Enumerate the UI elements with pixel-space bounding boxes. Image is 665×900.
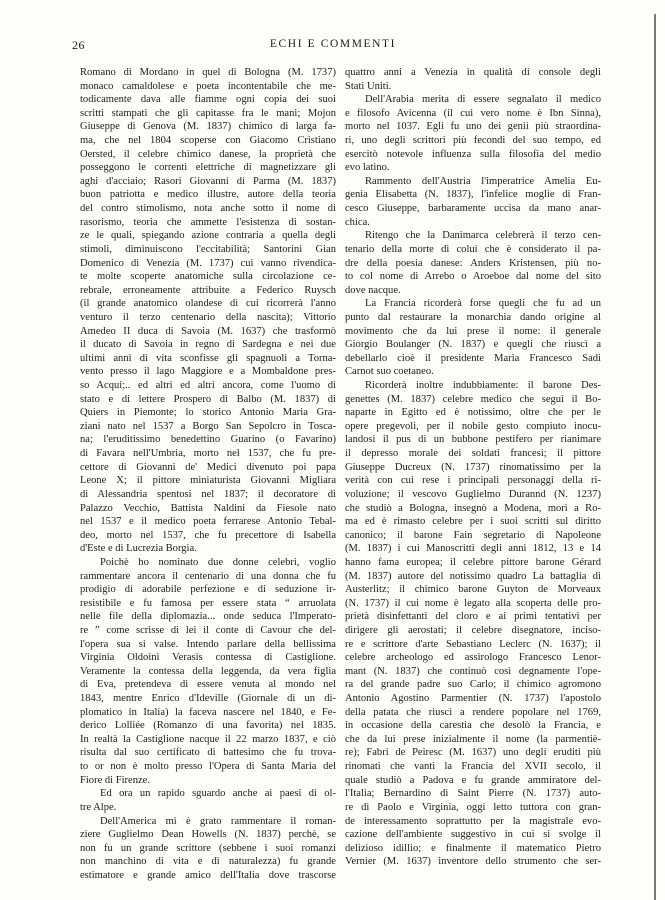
text-line: di Eva, pretendeva di essere venuta al mondo nel <box>80 679 336 691</box>
text-line: Leone X; il pittore miniaturista Giovanni Migliara <box>80 475 336 487</box>
running-head <box>0 38 665 54</box>
text-line: della patata che riuscì a rendere popolare nel 1769, <box>345 706 601 718</box>
text-line: stato e di lettere Prospero di Balbo (M. 1837) di <box>80 393 336 405</box>
text-line: il depresso morale dei soldati francesi; il pittore <box>345 448 601 460</box>
text-line: dove nacque. <box>345 284 401 296</box>
text-line: cesco Giuseppe, barbaramente uccisa da mano anar- <box>345 203 601 215</box>
right-column <box>345 66 601 883</box>
text-line: del contro stimolismo, nota anche sotto il nome di <box>80 203 336 215</box>
text-line: stimoli, diminuiscono l'eccitabilità; Santorini Gian <box>80 243 336 255</box>
text-line: Veramente la contessa della leggenda, da vera figlia <box>80 665 336 677</box>
text-line: deo, morto nel 1537, che fu precettore di Isabella <box>80 529 336 541</box>
text-line: rasorismo, teoria che ammette l'esistenza di sostan- <box>80 216 336 228</box>
page-number: 26 <box>72 38 85 52</box>
running-title: ECHI E COMMENTI <box>269 38 397 50</box>
text-line: tre Alpe. <box>80 801 117 813</box>
text-line: hanno fama europea; il celebre pittore barone Gérard <box>345 556 601 568</box>
text-line: Virginia Oldoini Verasis contessa di Castiglione. <box>80 652 336 664</box>
text-line: ze le quali, spiegando azione contraria a quella degli <box>80 230 336 242</box>
text-line: prodigio di adorabile perfezione e di seduzione ir- <box>80 584 336 596</box>
text-line: (M. 1837) i cui Manoscritti degli anni 1812, 13 e 14 <box>345 543 601 555</box>
text-line: re ” come scrisse di lei il conte di Cavour che del- <box>80 624 336 636</box>
text-line: non manchino di vita e di naturalezza) fu grande <box>80 856 336 868</box>
text-line: Ricorderà inoltre indubbiamente: il barone Des- <box>365 380 601 392</box>
text-line: delizioso idillio; e finalmente il matematico Pietro <box>345 842 601 854</box>
page-edge-shadow <box>654 14 656 900</box>
text-line: ra del grande padre suo Carlo; il chimico agromono <box>345 679 601 691</box>
text-line: resistibile e fu famosa per essere stata “ arruolata <box>80 597 336 609</box>
text-line: La Francia ricorderà forse quegli che fu ad un <box>365 298 601 310</box>
text-line: Giuseppe di Genova (M. 1837) chimico di larga fa- <box>80 121 336 133</box>
text-line: evo latino. <box>345 162 390 174</box>
text-line: na; l'eruditissimo benedettino Guarino (o Favarino) <box>80 434 336 446</box>
text-line: Giuseppe Ducreux (N. 1737) rinomatissimo per la <box>345 461 601 473</box>
text-line <box>345 869 601 883</box>
text-line: aghi d'acciaio; Rasori Giovanni di Parma (M. 1837) <box>80 175 336 187</box>
text-line: derico Lolliée (Romanzo di una favorita) nel 1835. <box>80 720 336 732</box>
text-line: plomatico in Italia) la faceva nascere nel 1840, e Fe- <box>80 706 336 718</box>
text-line: verità con cui rese i principali personaggi della ri- <box>345 475 601 487</box>
text-line: buon patriotta e medico illustre, autore della teoria <box>80 189 336 201</box>
text-line: in occasione della carestia che desolò la Francia, e <box>345 720 601 732</box>
text-line: quale studiò a Padova e fu grande ammiratore del- <box>345 774 601 786</box>
text-line: Ed ora un rapido sguardo anche ai paesi di ol- <box>100 788 336 800</box>
text-line: todicamente dava alle fiamme ogni copia dei suoi <box>80 94 336 106</box>
text-line: ri, uno degli scrittori più fecondi del suo tempo, ed <box>345 135 601 147</box>
text-line: ma ed è rimasto celebre per i suoi scritti sul diritto <box>345 516 601 528</box>
text-line: dirigere gli aerostati; il celebre disegnatore, inciso- <box>345 624 601 636</box>
text-line: Quiers in Piemonte; lo storico Antonio Maria Gra- <box>80 407 336 419</box>
text-line: Carnot suo coetaneo. <box>345 366 434 378</box>
text-line: rebrale, erroneamente attribuite a Federico Ruysch <box>80 284 336 296</box>
text-line: punto dal restaurare la monarchia dando origine al <box>345 311 601 323</box>
text-line: prietà disinfettanti del cloro e ai primi tentativi per <box>345 611 601 623</box>
text-line: d'Este e di Lucrezia Borgia. <box>80 543 197 555</box>
text-line: Fiore di Firenze. <box>80 774 151 786</box>
text-line: ziani nato nel 1537 a Borgo San Sepolcro in Tosca- <box>80 420 336 432</box>
text-line: canonico; il barone Fain segretario di Napoleone <box>345 529 601 541</box>
text-line: estimatore e grande amico dell'Italia dove trascorse <box>80 869 336 881</box>
text-line: Dell'Arabia merita di essere segnalato il medico <box>365 94 601 106</box>
text-line: scritti stampati che gli capitasse fra le mani; Mojon <box>80 107 336 119</box>
text-line: Stati Uniti. <box>345 80 392 92</box>
text-line: Oersted, il celebre chimico danese, la proprietà che <box>80 148 336 160</box>
text-line: debellarlo cioè il presidente Maria Francesco Sadi <box>345 352 601 364</box>
text-line: celebre archeologo ed assirologo Francesco Lenor- <box>345 652 601 664</box>
text-line: il ducato di Savoia in regno di Sardegna e nei due <box>80 339 336 351</box>
text-line: l'opera sua si valse. Intendo parlare della bellissima <box>80 638 336 650</box>
text-line: 1843, mentre Enrico d'Ideville (Giornale di un di- <box>80 693 336 705</box>
text-line: vento presso il lago Maggiore e a Mombaldone pres- <box>80 366 336 378</box>
text-line: ultimi anni di vita sconfisse gli spagnuoli a Torna- <box>80 352 336 364</box>
text-line: ma, che nel 1804 scoperse con Giacomo Cristiano <box>80 135 336 147</box>
text-line: to col nome di Arrebo o Aroeboe dal nome del sito <box>345 271 601 283</box>
text-line: chica. <box>345 216 370 228</box>
text-line: quattro anni a Venezia in qualità di console degli <box>345 67 601 78</box>
text-line: cazione dell'ambiente suggestivo in cui si svolge il <box>345 829 601 841</box>
text-line: nelle file della diplomazia... onde seduca l'Imperato- <box>80 611 336 623</box>
text-line: l'Italia; Bernardino di Saint Pierre (N. 1737) auto- <box>345 788 601 800</box>
text-line: e filosofo Avicenna (il cui vero nome è Ibn Sinna), <box>345 107 601 119</box>
text-line: Austerlitz; il chimico barone Guyton de Morveaux <box>345 584 601 596</box>
left-column <box>80 66 336 883</box>
text-line: opere pregevoli, per il nobile gesto compiuto inocu- <box>345 420 601 432</box>
text-line: so Acqui;.. ed altri ed altri ancora, come l'uomo di <box>80 380 336 392</box>
text-line: Ritengo che la Danimarca celebrerà il terzo cen- <box>365 230 601 242</box>
text-line: mant (N. 1837) che continuò così degnamente l'ope- <box>345 665 601 677</box>
text-line: re); Fabri de Peiresc (M. 1637) uno degli eruditi più <box>345 747 601 759</box>
text-line: Poichè ho nominato due donne celebri, voglio <box>100 556 336 568</box>
text-line: (M. 1837) autore del notissimo quadro La battaglia di <box>345 570 601 582</box>
text-line: posseggono le correnti elettriche di magnetizzare gli <box>80 162 336 174</box>
text-line: venturo il terzo centenario della nascita); Vittorio <box>80 311 336 323</box>
text-line: Romano di Mordano in quel di Bologna (M. 1737) <box>80 67 336 78</box>
text-line: Palazzo Vecchio, Battista Naldini da Fiesole nato <box>80 502 336 514</box>
text-line: rammentare ancora il centenario di una donna che fu <box>80 570 336 582</box>
text-line: re di Paolo e Virginia, oggi letto tuttora con gran- <box>345 801 601 813</box>
text-line: che da lui prese inizialmente il nome (la parmentiè- <box>345 733 601 745</box>
text-line: monaco camaldolese e poeta incontentabile che me- <box>80 80 336 92</box>
text-line: naparte in Egitto ed è notissimo, oltre che per le <box>345 407 601 419</box>
text-line: nel 1537 e il medico poeta ferrarese Antonio Tebal- <box>80 516 336 528</box>
text-line: di Favara nell'Umbria, morto nel 1537, che fu pre- <box>80 448 336 460</box>
text-line: genia Elisabetta (N. 1837), l'infelice moglie di Fran- <box>345 189 601 201</box>
text-line: che studiò a Bologna, insegnò a Modena, morì a Ro- <box>345 502 601 514</box>
text-line: Domenico di Venezia (M. 1737) cui vanno rivendica- <box>80 257 336 269</box>
text-line: de interessamento soprattutto per la magistrale evo- <box>345 815 601 827</box>
text-line: (il grande anatomico olandese di cui ricorrerà l'anno <box>80 298 336 310</box>
text-line: risulta dal suo certificato di battesimo che fu trova- <box>80 747 336 759</box>
text-line: voluzione; il vescovo Guglielmo Durannd (N. 1237) <box>345 488 601 500</box>
text-line: te molte scoperte anatomiche sulla circolazione ce- <box>80 271 336 283</box>
text-line: dre della poesia danese: Anders Kristensen, più no- <box>345 257 601 269</box>
text-line: to or non è molto presso l'Opera di Santa Maria del <box>80 761 336 773</box>
text-line: Rammento dell'Austria l'imperatrice Amelia Eu- <box>365 175 601 187</box>
text-line: morto nel 1037. Egli fu uno dei genii più straordina- <box>345 121 601 133</box>
text-line: re e scrittore d'arte Sebastiano Leclerc (N. 1637); il <box>345 638 601 650</box>
text-line: rinomati che vanti la Francia del XVII secolo, il <box>345 761 601 773</box>
text-line: di Alessandria spentosi nel 1837; il decoratore di <box>80 488 336 500</box>
text-line: In realtà la Castiglione nacque il 22 marzo 1837, e ciò <box>80 733 336 745</box>
text-line: genettes (M. 1837) celebre medico che seguì il Bo- <box>345 393 601 405</box>
text-line: Amedeo II duca di Savoia (M. 1637) che trasformò <box>80 325 336 337</box>
text-line: (N. 1737) il cui nome è legato alla scoperta delle pro- <box>345 597 601 609</box>
text-line: movimento che da lui prese il nome: il generale <box>345 325 601 337</box>
text-line: Giorgio Boulanger (N. 1837) e quegli che riuscì a <box>345 339 601 351</box>
text-line: Vernier (M. 1637) inventore dello strumento che ser- <box>345 856 601 868</box>
text-line: non fu un grande scrittore (sebbene i suoi romanzi <box>80 842 336 854</box>
text-line: ziere Guglielmo Dean Howells (N. 1837) perchè, se <box>80 829 336 841</box>
text-line: Antonio Agostino Parmentier (N. 1737) l'apostolo <box>345 693 601 705</box>
text-line: landosi il pus di un bubbone pestifero per rianimare <box>345 434 601 446</box>
text-line: Dell'America mi è grato rammentare il roman- <box>100 815 336 827</box>
text-line: tenario della morte di colui che è considerato il pa- <box>345 243 601 255</box>
text-line: cettore di Giovanni de' Medici divenuto poi papa <box>80 461 336 473</box>
text-line: esercitò notevole influenza sulla filosofia del medio <box>345 148 601 160</box>
